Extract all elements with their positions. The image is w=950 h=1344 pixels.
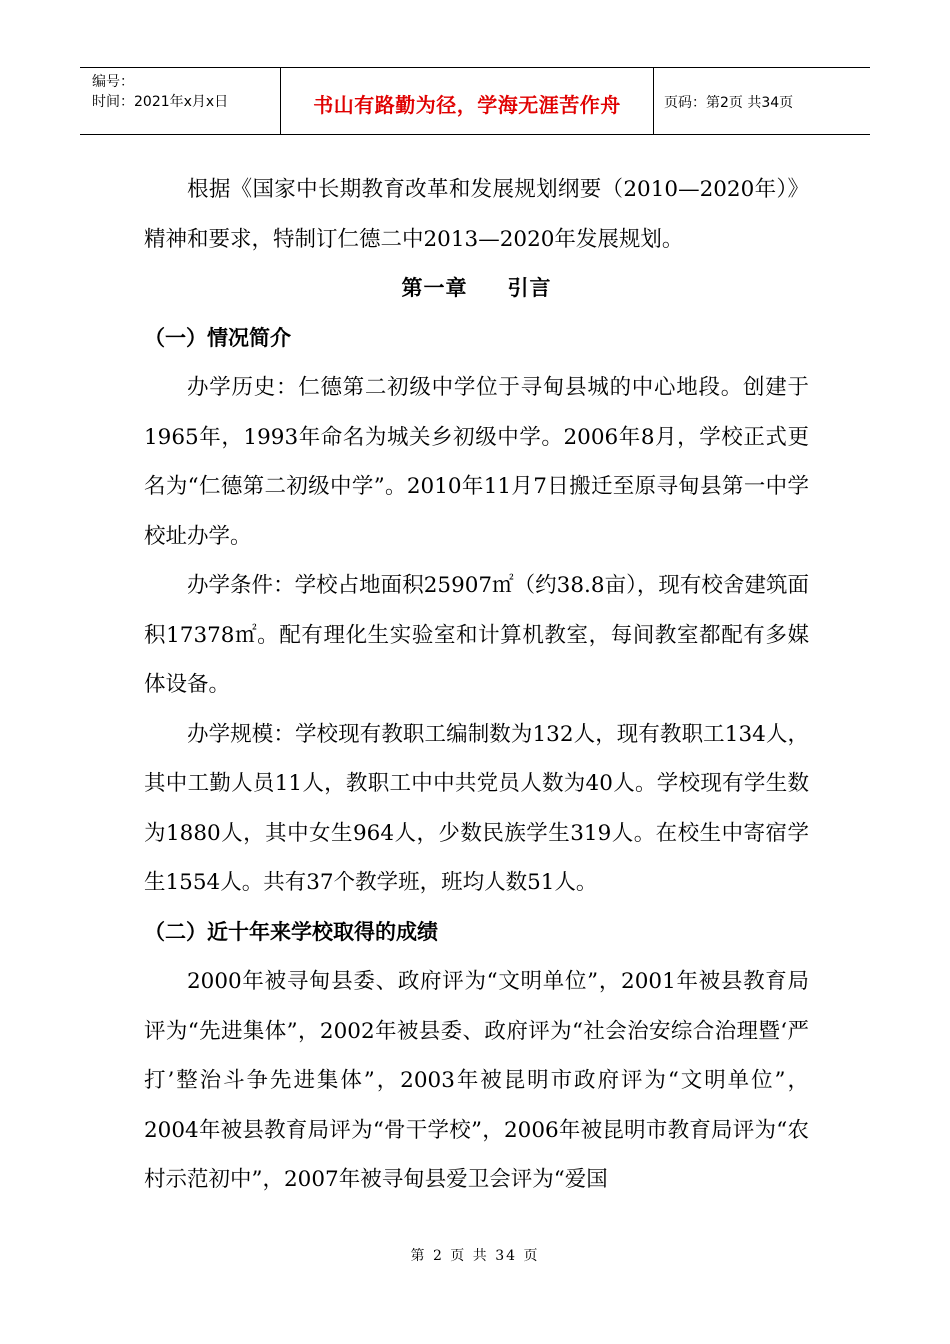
header-motto: 书山有路勤为径，学海无涯苦作舟 — [281, 68, 654, 134]
paragraph-conditions: 办学条件：学校占地面积25907㎡（约38.8亩），现有校舍建筑面积17378㎡。配有理化生实验室和计算机教室，每间教室都配有多媒体设备。 — [144, 573, 809, 697]
document-number-label: 编号： — [92, 74, 134, 90]
section-heading-overview: （一）情况简介 — [144, 325, 291, 350]
page-footer: 第 2 页 共 34 页 — [410, 1248, 540, 1264]
paragraph-achievements: 2000年被寻甸县委、政府评为“文明单位”，2001年被县教育局评为“先进集体”，2002年被县委、政府评为“社会治安综合治理暨‘严打’整治斗争先进集体”，2003年被昆明市政府评为“文明单位”，2004年被县教育局评为“骨干学校”，2006年被昆明市教育局评为“农村示范初中”，2007年被寻甸县爱卫会评为“爱国 — [144, 969, 809, 1192]
header-meta — [80, 68, 281, 134]
chapter-heading — [144, 264, 809, 314]
chapter-number: 第一章 — [401, 276, 468, 300]
document-body — [144, 165, 809, 1205]
section-heading-achievements: （二）近十年来学校取得的成绩 — [144, 919, 438, 944]
paragraph-history: 办学历史：仁德第二初级中学位于寻甸县城的中心地段。创建于1965年，1993年命名为城关乡初级中学。2006年8月，学校正式更名为“仁德第二初级中学”。2010年11月7日搬迁至原寻甸县第一中学校址办学。 — [144, 375, 809, 549]
document-header — [80, 67, 870, 135]
document-date-label: 时间：2021年x月x日 — [92, 94, 229, 110]
paragraph-scale: 办学规模：学校现有教职工编制数为132人，现有教职工134人，其中工勤人员11人，教职工中中共党员人数为40人。学校现有学生数为1880人，其中女生964人，少数民族学生319人。在校生中寄宿学生1554人。共有37个教学班，班均人数51人。 — [144, 721, 809, 895]
chapter-title: 引言 — [507, 276, 552, 300]
intro-paragraph: 根据《国家中长期教育改革和发展规划纲要（2010—2020年）》精神和要求，特制订仁德二中2013—2020年发展规划。 — [144, 177, 809, 252]
header-page-number: 页码：第2页 共34页 — [664, 95, 794, 111]
